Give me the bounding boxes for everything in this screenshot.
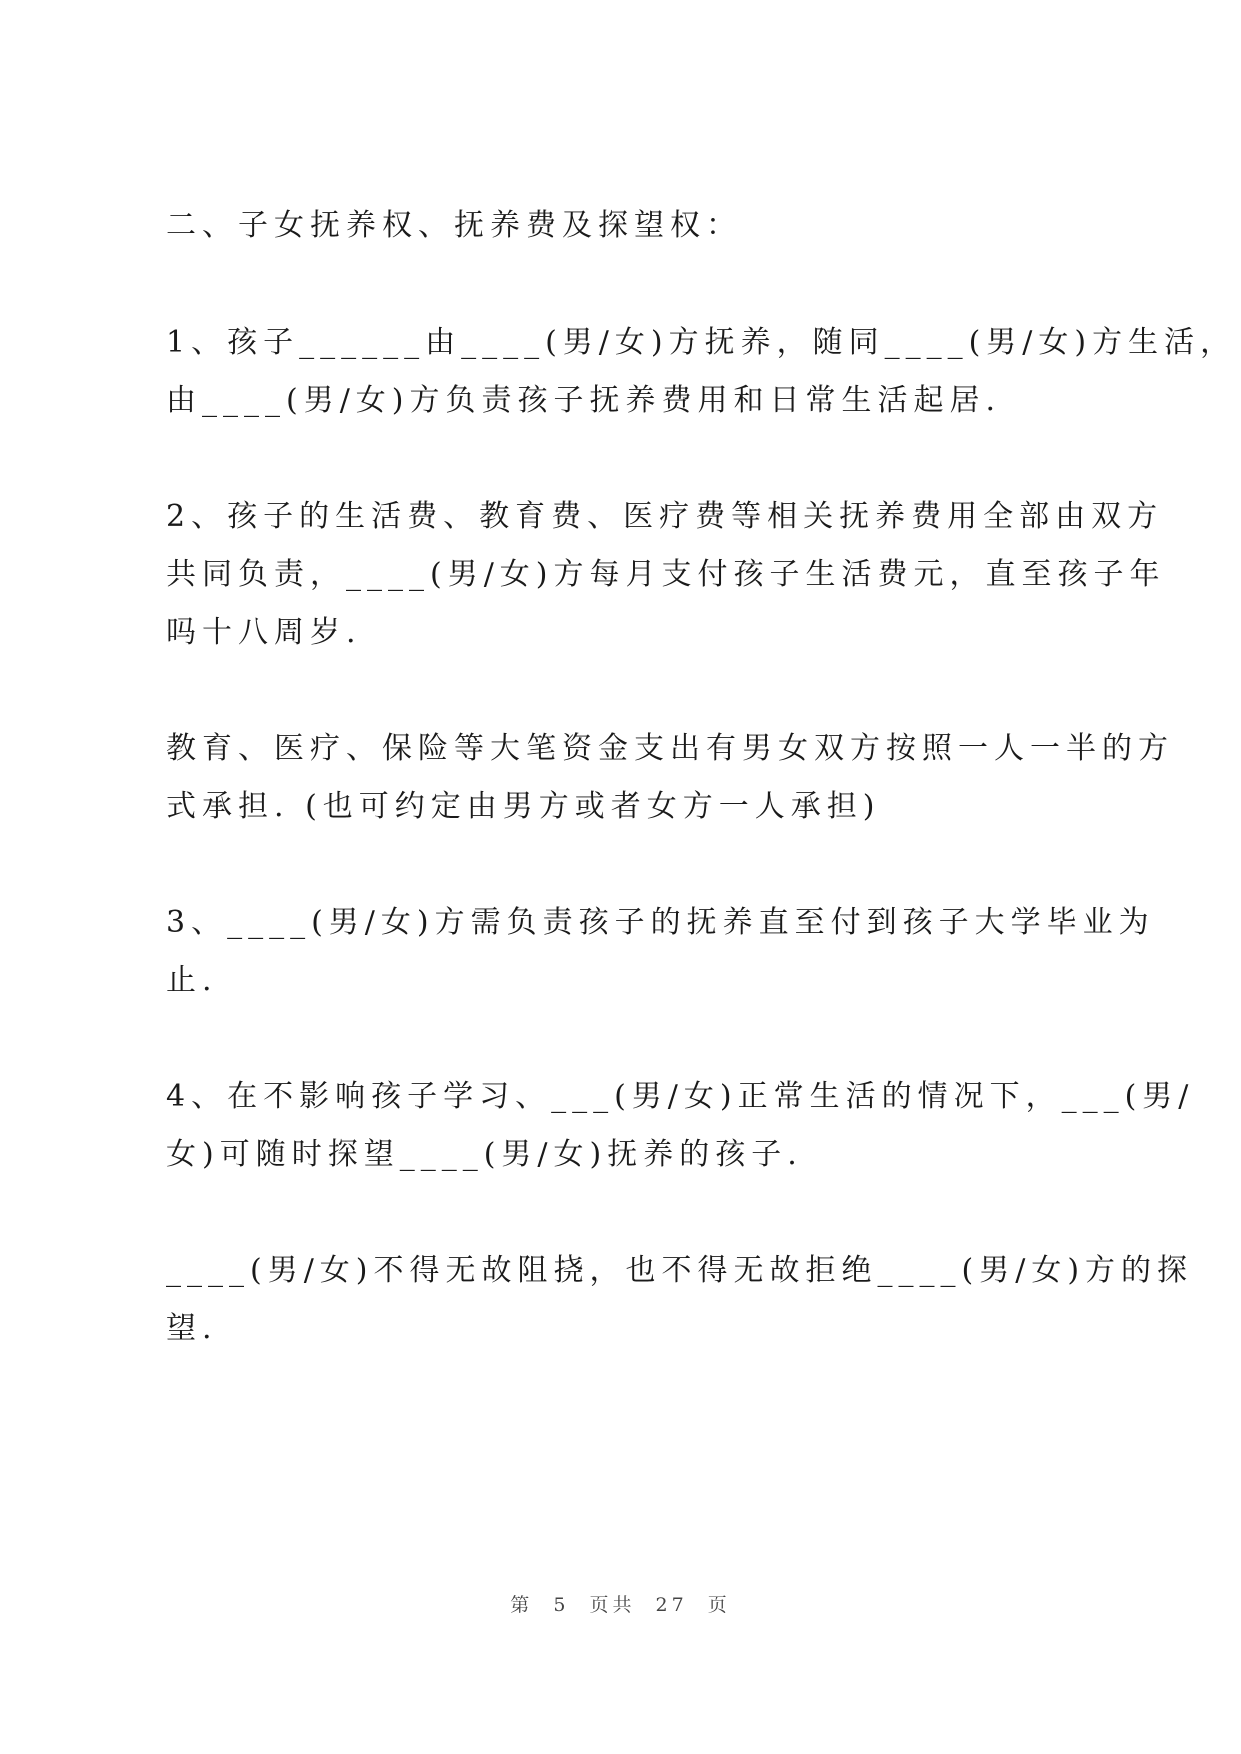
clause-4-line-1: 4、在不影响孩子学习、___(男/女)正常生活的情况下，___(男/ <box>166 1079 1195 1114</box>
page-footer: 第 5 页共 27 页 <box>510 1594 731 1616</box>
clause-2-note-line-1: 教育、医疗、保险等大笔资金支出有男女双方按照一人一半的方 <box>166 731 1174 766</box>
section-heading: 二、子女抚养权、抚养费及探望权： <box>166 208 742 243</box>
clause-2-line-3: 吗十八周岁. <box>166 615 362 650</box>
clause-3-line-1: 3、____(男/女)方需负责孩子的抚养直至付到孩子大学毕业为 <box>166 905 1155 940</box>
clause-2-note-line-2: 式承担. (也可约定由男方或者女方一人承担) <box>166 789 881 824</box>
clause-4-note-line-2: 望. <box>166 1311 218 1346</box>
clause-2-line-2: 共同负责，____(男/女)方每月支付孩子生活费元，直至孩子年 <box>166 557 1166 592</box>
clause-4-note-line-1: ____(男/女)不得无故阻挠，也不得无故拒绝____(男/女)方的探 <box>166 1253 1194 1288</box>
clause-3-line-2: 止. <box>166 963 218 998</box>
clause-1-line-2: 由____(男/女)方负责孩子抚养费用和日常生活起居. <box>166 383 1002 418</box>
clause-1-line-1: 1、孩子______由____(男/女)方抚养，随同____(男/女)方生活， <box>166 325 1237 360</box>
clause-2-line-1: 2、孩子的生活费、教育费、医疗费等相关抚养费用全部由双方 <box>166 499 1164 534</box>
clause-4-line-2: 女)可随时探望____(男/女)抚养的孩子. <box>166 1137 803 1172</box>
